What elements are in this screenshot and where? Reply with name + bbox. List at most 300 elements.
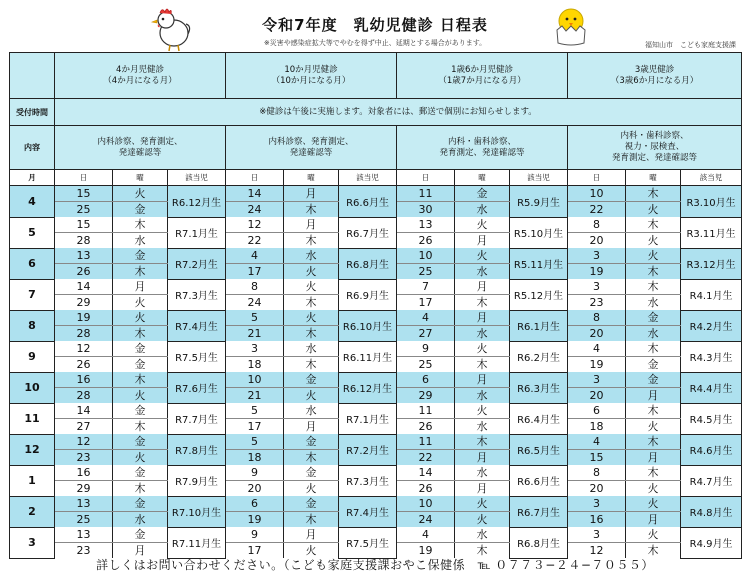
exam-day-cell: 25 [397,264,455,280]
exam-weekday-cell: 木 [626,186,681,202]
exam-day-cell: 3 [568,372,626,388]
exam-weekday-cell: 月 [284,217,339,233]
target-birth-cell: R7.10月生 [168,496,226,527]
exam-day-cell: 22 [226,233,284,249]
exam-weekday-cell: 火 [284,543,339,559]
target-col-label: 該当児 [681,170,742,186]
month-row [10,465,742,481]
exam-weekday-cell: 木 [626,465,681,481]
target-birth-cell: R4.6月生 [681,434,742,465]
exam-day-cell: 26 [397,419,455,435]
target-birth-cell: R4.7月生 [681,465,742,496]
exam-weekday-cell: 火 [626,248,681,264]
month-row [10,310,742,326]
target-birth-cell: R7.1月生 [168,217,226,248]
exam-day-cell: 5 [226,403,284,419]
day-col-label: 日 [226,170,284,186]
exam-day-cell: 14 [55,403,113,419]
exam-weekday-cell: 木 [284,450,339,466]
month-row [10,341,742,357]
exam-weekday-cell: 木 [626,264,681,280]
target-birth-cell: R7.3月生 [339,465,397,496]
exam-day-cell: 25 [55,512,113,528]
exam-day-cell: 6 [226,496,284,512]
exam-day-cell: 24 [397,512,455,528]
exam-day-cell: 17 [226,419,284,435]
exam-weekday-cell: 金 [113,248,168,264]
exam-weekday-cell: 火 [113,388,168,404]
target-birth-cell: R6.1月生 [510,310,568,341]
exam-day-cell: 16 [568,512,626,528]
target-birth-cell: R6.8月生 [339,248,397,279]
exam-weekday-cell: 木 [455,295,510,311]
day-col-label: 日 [568,170,626,186]
target-birth-cell: R6.6月生 [510,465,568,496]
exam-day-cell: 12 [55,341,113,357]
exam-weekday-cell: 木 [113,481,168,497]
exam-day-cell: 24 [226,295,284,311]
month-row [10,372,742,388]
exam-weekday-cell: 金 [113,403,168,419]
exam-weekday-cell: 火 [113,186,168,202]
exam-weekday-cell: 金 [626,372,681,388]
exam-weekday-cell: 月 [626,512,681,528]
exam-weekday-cell: 木 [284,202,339,218]
exam-day-cell: 19 [55,310,113,326]
exam-day-cell: 18 [226,357,284,373]
target-birth-cell: R7.2月生 [339,434,397,465]
target-birth-cell: R7.5月生 [168,341,226,372]
target-birth-cell: R4.9月生 [681,527,742,558]
exam-weekday-cell: 火 [455,403,510,419]
month-cell: 10 [10,372,55,403]
exam-weekday-cell: 木 [284,326,339,342]
exam-weekday-cell: 火 [113,295,168,311]
target-birth-cell: R7.3月生 [168,279,226,310]
exam-day-cell: 16 [55,372,113,388]
exam-day-cell: 9 [397,341,455,357]
exam-day-cell: 25 [55,202,113,218]
exam-day-cell: 21 [226,326,284,342]
exam-weekday-cell: 火 [626,527,681,543]
exam-weekday-cell: 月 [455,310,510,326]
target-birth-cell: R6.5月生 [510,434,568,465]
exam-weekday-cell: 水 [455,419,510,435]
exam-day-cell: 17 [226,264,284,280]
exam-day-cell: 20 [568,326,626,342]
exam-day-cell: 4 [397,527,455,543]
month-cell: 11 [10,403,55,434]
exam-weekday-cell: 火 [455,496,510,512]
exam-day-cell: 15 [55,217,113,233]
month-cell: 3 [10,527,55,558]
target-birth-cell: R6.6月生 [339,186,397,218]
exam-day-cell: 24 [226,202,284,218]
exam-day-cell: 11 [397,434,455,450]
exam-weekday-cell: 木 [626,217,681,233]
exam-day-cell: 20 [226,481,284,497]
weekday-col-label: 曜 [113,170,168,186]
exam-day-cell: 8 [226,279,284,295]
exam-weekday-cell: 火 [455,248,510,264]
exam-day-cell: 12 [55,434,113,450]
exam-day-cell: 28 [55,326,113,342]
exam-weekday-cell: 火 [455,341,510,357]
month-row [10,279,742,295]
exam-day-cell: 3 [568,527,626,543]
month-row [10,217,742,233]
exam-day-cell: 21 [226,388,284,404]
month-cell: 8 [10,310,55,341]
exam-day-cell: 12 [568,543,626,559]
exam-weekday-cell: 水 [113,233,168,249]
exam-weekday-cell: 金 [284,496,339,512]
target-birth-cell: R7.7月生 [168,403,226,434]
exam-day-cell: 13 [397,217,455,233]
exam-day-cell: 8 [568,310,626,326]
month-cell: 7 [10,279,55,310]
notice-text: ※災害や感染症拡大等でやむを得ず中止、延期とする場合があります。 [263,39,487,47]
target-birth-cell: R7.2月生 [168,248,226,279]
exam-weekday-cell: 月 [626,388,681,404]
exam-day-cell: 5 [226,310,284,326]
reception-text: ※健診は午後に実施します。対象者には、郵送で個別にお知らせします。 [55,99,742,126]
exam-weekday-cell: 月 [284,186,339,202]
exam-weekday-cell: 火 [284,388,339,404]
exam-weekday-cell: 金 [284,434,339,450]
target-birth-cell: R6.3月生 [510,372,568,403]
exam-weekday-cell: 水 [284,403,339,419]
month-cell: 1 [10,465,55,496]
exam-weekday-cell: 月 [455,481,510,497]
exam-day-cell: 8 [568,217,626,233]
month-row [10,403,742,419]
exam-day-cell: 23 [55,543,113,559]
exam-weekday-cell: 火 [113,450,168,466]
month-row [10,527,742,543]
exam-weekday-cell: 木 [284,357,339,373]
exam-day-cell: 3 [568,248,626,264]
exam-day-cell: 6 [568,403,626,419]
month-row [10,496,742,512]
exam-day-cell: 18 [568,419,626,435]
content-3year: 内科・歯科診察、 視力・尿検査、 発育測定、発達確認等 [568,126,742,170]
exam-day-cell: 3 [226,341,284,357]
exam-day-cell: 4 [568,341,626,357]
target-birth-cell: R7.11月生 [168,527,226,558]
exam-weekday-cell: 月 [284,527,339,543]
exam-weekday-cell: 水 [455,527,510,543]
exam-day-cell: 4 [397,310,455,326]
exam-day-cell: 29 [55,481,113,497]
exam-day-cell: 12 [226,217,284,233]
content-row [10,126,742,170]
exam-day-cell: 9 [226,527,284,543]
exam-day-cell: 19 [397,543,455,559]
exam-weekday-cell: 木 [626,403,681,419]
exam-4month-header: 4か月児健診 （4か月になる月） [55,53,226,99]
target-birth-cell: R6.7月生 [339,217,397,248]
exam-day-cell: 19 [226,512,284,528]
exam-weekday-cell: 水 [455,326,510,342]
content-1y6m: 内科・歯科診察、 発育測定、発達確認等 [397,126,568,170]
exam-weekday-cell: 水 [455,264,510,280]
exam-day-cell: 13 [55,496,113,512]
exam-weekday-cell: 金 [113,434,168,450]
exam-weekday-cell: 月 [626,450,681,466]
target-birth-cell: R5.12月生 [510,279,568,310]
weekday-col-label: 曜 [626,170,681,186]
target-birth-cell: R4.5月生 [681,403,742,434]
exam-weekday-cell: 木 [455,357,510,373]
exam-day-cell: 10 [397,496,455,512]
exam-weekday-cell: 火 [455,217,510,233]
exam-weekday-cell: 金 [626,357,681,373]
month-cell: 5 [10,217,55,248]
exam-day-cell: 16 [55,465,113,481]
exam-day-cell: 14 [397,465,455,481]
exam-weekday-cell: 木 [113,326,168,342]
month-cell: 2 [10,496,55,527]
exam-weekday-cell: 火 [626,419,681,435]
target-birth-cell: R6.7月生 [510,496,568,527]
target-birth-cell: R6.12月生 [339,372,397,403]
target-col-label: 該当児 [510,170,568,186]
exam-weekday-cell: 金 [455,186,510,202]
exam-weekday-cell: 金 [284,465,339,481]
target-birth-cell: R5.10月生 [510,217,568,248]
target-birth-cell: R6.10月生 [339,310,397,341]
exam-weekday-cell: 木 [284,295,339,311]
exam-weekday-cell: 木 [455,434,510,450]
target-birth-cell: R6.12月生 [168,186,226,218]
exam-day-cell: 14 [55,279,113,295]
exam-weekday-cell: 金 [113,357,168,373]
target-birth-cell: R3.12月生 [681,248,742,279]
exam-weekday-cell: 火 [284,279,339,295]
target-birth-cell: R7.4月生 [168,310,226,341]
exam-weekday-cell: 月 [455,372,510,388]
exam-day-cell: 29 [397,388,455,404]
exam-weekday-cell: 木 [626,434,681,450]
target-col-label: 該当児 [168,170,226,186]
exam-day-cell: 29 [55,295,113,311]
exam-weekday-cell: 木 [113,217,168,233]
exam-weekday-cell: 水 [284,341,339,357]
exam-weekday-cell: 月 [455,279,510,295]
exam-weekday-cell: 木 [626,279,681,295]
target-birth-cell: R6.9月生 [339,279,397,310]
exam-weekday-cell: 火 [455,512,510,528]
exam-weekday-cell: 火 [113,310,168,326]
exam-day-cell: 26 [55,264,113,280]
exam-day-cell: 28 [55,233,113,249]
exam-day-cell: 15 [568,450,626,466]
exam-day-cell: 3 [568,279,626,295]
target-birth-cell: R6.8月生 [510,527,568,558]
target-birth-cell: R6.4月生 [510,403,568,434]
exam-day-cell: 9 [226,465,284,481]
exam-day-cell: 28 [55,388,113,404]
exam-day-cell: 25 [397,357,455,373]
exam-weekday-cell: 火 [626,202,681,218]
chick-in-egg-icon [553,6,589,46]
exam-3year-header: 3歳児健診 （3歳6か月になる月） [568,53,742,99]
exam-day-cell: 11 [397,403,455,419]
exam-weekday-cell: 月 [113,543,168,559]
target-birth-cell: R7.4月生 [339,496,397,527]
column-header-row [10,170,742,186]
exam-weekday-cell: 火 [626,233,681,249]
exam-day-cell: 15 [55,186,113,202]
exam-weekday-cell: 火 [284,264,339,280]
target-birth-cell: R7.5月生 [339,527,397,558]
exam-day-cell: 5 [226,434,284,450]
exam-day-cell: 23 [568,295,626,311]
exam-weekday-cell: 金 [113,465,168,481]
exam-weekday-cell: 火 [284,310,339,326]
target-birth-cell: R7.8月生 [168,434,226,465]
exam-day-cell: 4 [226,248,284,264]
target-birth-cell: R4.3月生 [681,341,742,372]
exam-weekday-cell: 水 [626,295,681,311]
exam-day-cell: 10 [568,186,626,202]
exam-day-cell: 7 [397,279,455,295]
weekday-col-label: 曜 [284,170,339,186]
exam-day-cell: 10 [226,372,284,388]
target-birth-cell: R3.11月生 [681,217,742,248]
exam-weekday-cell: 木 [626,341,681,357]
target-col-label: 該当児 [339,170,397,186]
exam-weekday-cell: 金 [284,372,339,388]
exam-weekday-cell: 木 [626,543,681,559]
exam-day-cell: 6 [397,372,455,388]
exam-day-cell: 26 [397,481,455,497]
target-birth-cell: R4.1月生 [681,279,742,310]
exam-day-cell: 17 [226,543,284,559]
target-birth-cell: R5.11月生 [510,248,568,279]
weekday-col-label: 曜 [455,170,510,186]
month-row [10,434,742,450]
target-birth-cell: R3.10月生 [681,186,742,218]
month-col-label: 月 [10,170,55,186]
page-header [0,0,750,52]
month-row [10,186,742,202]
target-birth-cell: R4.8月生 [681,496,742,527]
reception-label: 受付時間 [10,99,55,126]
content-10month: 内科診察、発育測定、 発達確認等 [226,126,397,170]
target-birth-cell: R6.11月生 [339,341,397,372]
exam-weekday-cell: 火 [626,496,681,512]
page-title: 令和7年度 乳幼児健診 日程表 [262,16,488,34]
footer-contact: 詳しくはお問い合わせください。（こども家庭支援課おやこ保健係 ℡ ０７７３−２４−７０５５） [96,558,654,572]
exam-day-cell: 13 [55,248,113,264]
exam-day-cell: 22 [568,202,626,218]
exam-day-cell: 30 [397,202,455,218]
exam-day-cell: 20 [568,233,626,249]
exam-day-cell: 26 [397,233,455,249]
department-label: 福知山市 こども家庭支援課 [645,41,736,49]
exam-weekday-cell: 木 [113,264,168,280]
exam-weekday-cell: 木 [284,233,339,249]
exam-weekday-cell: 月 [455,233,510,249]
exam-weekday-cell: 水 [455,465,510,481]
exam-weekday-cell: 水 [284,248,339,264]
exam-day-cell: 27 [397,326,455,342]
exam-weekday-cell: 月 [113,279,168,295]
exam-10month-header: 10か月児健診 （10か月になる月） [226,53,397,99]
month-cell: 4 [10,186,55,218]
exam-day-cell: 4 [568,434,626,450]
exam-weekday-cell: 金 [113,496,168,512]
target-birth-cell: R5.9月生 [510,186,568,218]
exam-1y6m-header: 1歳6か月児健診 （1歳7か月になる月） [397,53,568,99]
exam-weekday-cell: 水 [455,388,510,404]
exam-day-cell: 14 [226,186,284,202]
exam-day-cell: 19 [568,264,626,280]
content-label: 内容 [10,126,55,170]
month-cell: 9 [10,341,55,372]
exam-weekday-cell: 水 [113,512,168,528]
target-birth-cell: R4.4月生 [681,372,742,403]
exam-header-row [10,53,742,99]
exam-day-cell: 17 [397,295,455,311]
day-col-label: 日 [397,170,455,186]
target-birth-cell: R6.2月生 [510,341,568,372]
exam-weekday-cell: 金 [113,341,168,357]
exam-day-cell: 20 [568,388,626,404]
month-cell: 6 [10,248,55,279]
content-4month: 内科診察、発育測定、 発達確認等 [55,126,226,170]
exam-day-cell: 26 [55,357,113,373]
exam-weekday-cell: 火 [284,481,339,497]
exam-weekday-cell: 木 [284,512,339,528]
exam-day-cell: 11 [397,186,455,202]
exam-weekday-cell: 金 [113,202,168,218]
exam-weekday-cell: 水 [455,202,510,218]
exam-weekday-cell: 水 [626,326,681,342]
exam-day-cell: 19 [568,357,626,373]
corner-cell [10,53,55,99]
exam-day-cell: 3 [568,496,626,512]
exam-day-cell: 8 [568,465,626,481]
exam-weekday-cell: 木 [455,543,510,559]
reception-row [10,99,742,126]
exam-day-cell: 20 [568,481,626,497]
target-birth-cell: R7.9月生 [168,465,226,496]
exam-weekday-cell: 火 [626,481,681,497]
exam-day-cell: 23 [55,450,113,466]
month-row [10,248,742,264]
target-birth-cell: R7.6月生 [168,372,226,403]
target-birth-cell: R7.1月生 [339,403,397,434]
exam-weekday-cell: 金 [626,310,681,326]
exam-day-cell: 27 [55,419,113,435]
exam-day-cell: 10 [397,248,455,264]
target-birth-cell: R4.2月生 [681,310,742,341]
exam-day-cell: 13 [55,527,113,543]
month-cell: 12 [10,434,55,465]
exam-day-cell: 22 [397,450,455,466]
exam-weekday-cell: 月 [284,419,339,435]
schedule-table [9,52,742,559]
exam-weekday-cell: 木 [113,372,168,388]
day-col-label: 日 [55,170,113,186]
exam-weekday-cell: 月 [455,450,510,466]
exam-weekday-cell: 金 [113,527,168,543]
exam-day-cell: 18 [226,450,284,466]
exam-weekday-cell: 木 [113,419,168,435]
